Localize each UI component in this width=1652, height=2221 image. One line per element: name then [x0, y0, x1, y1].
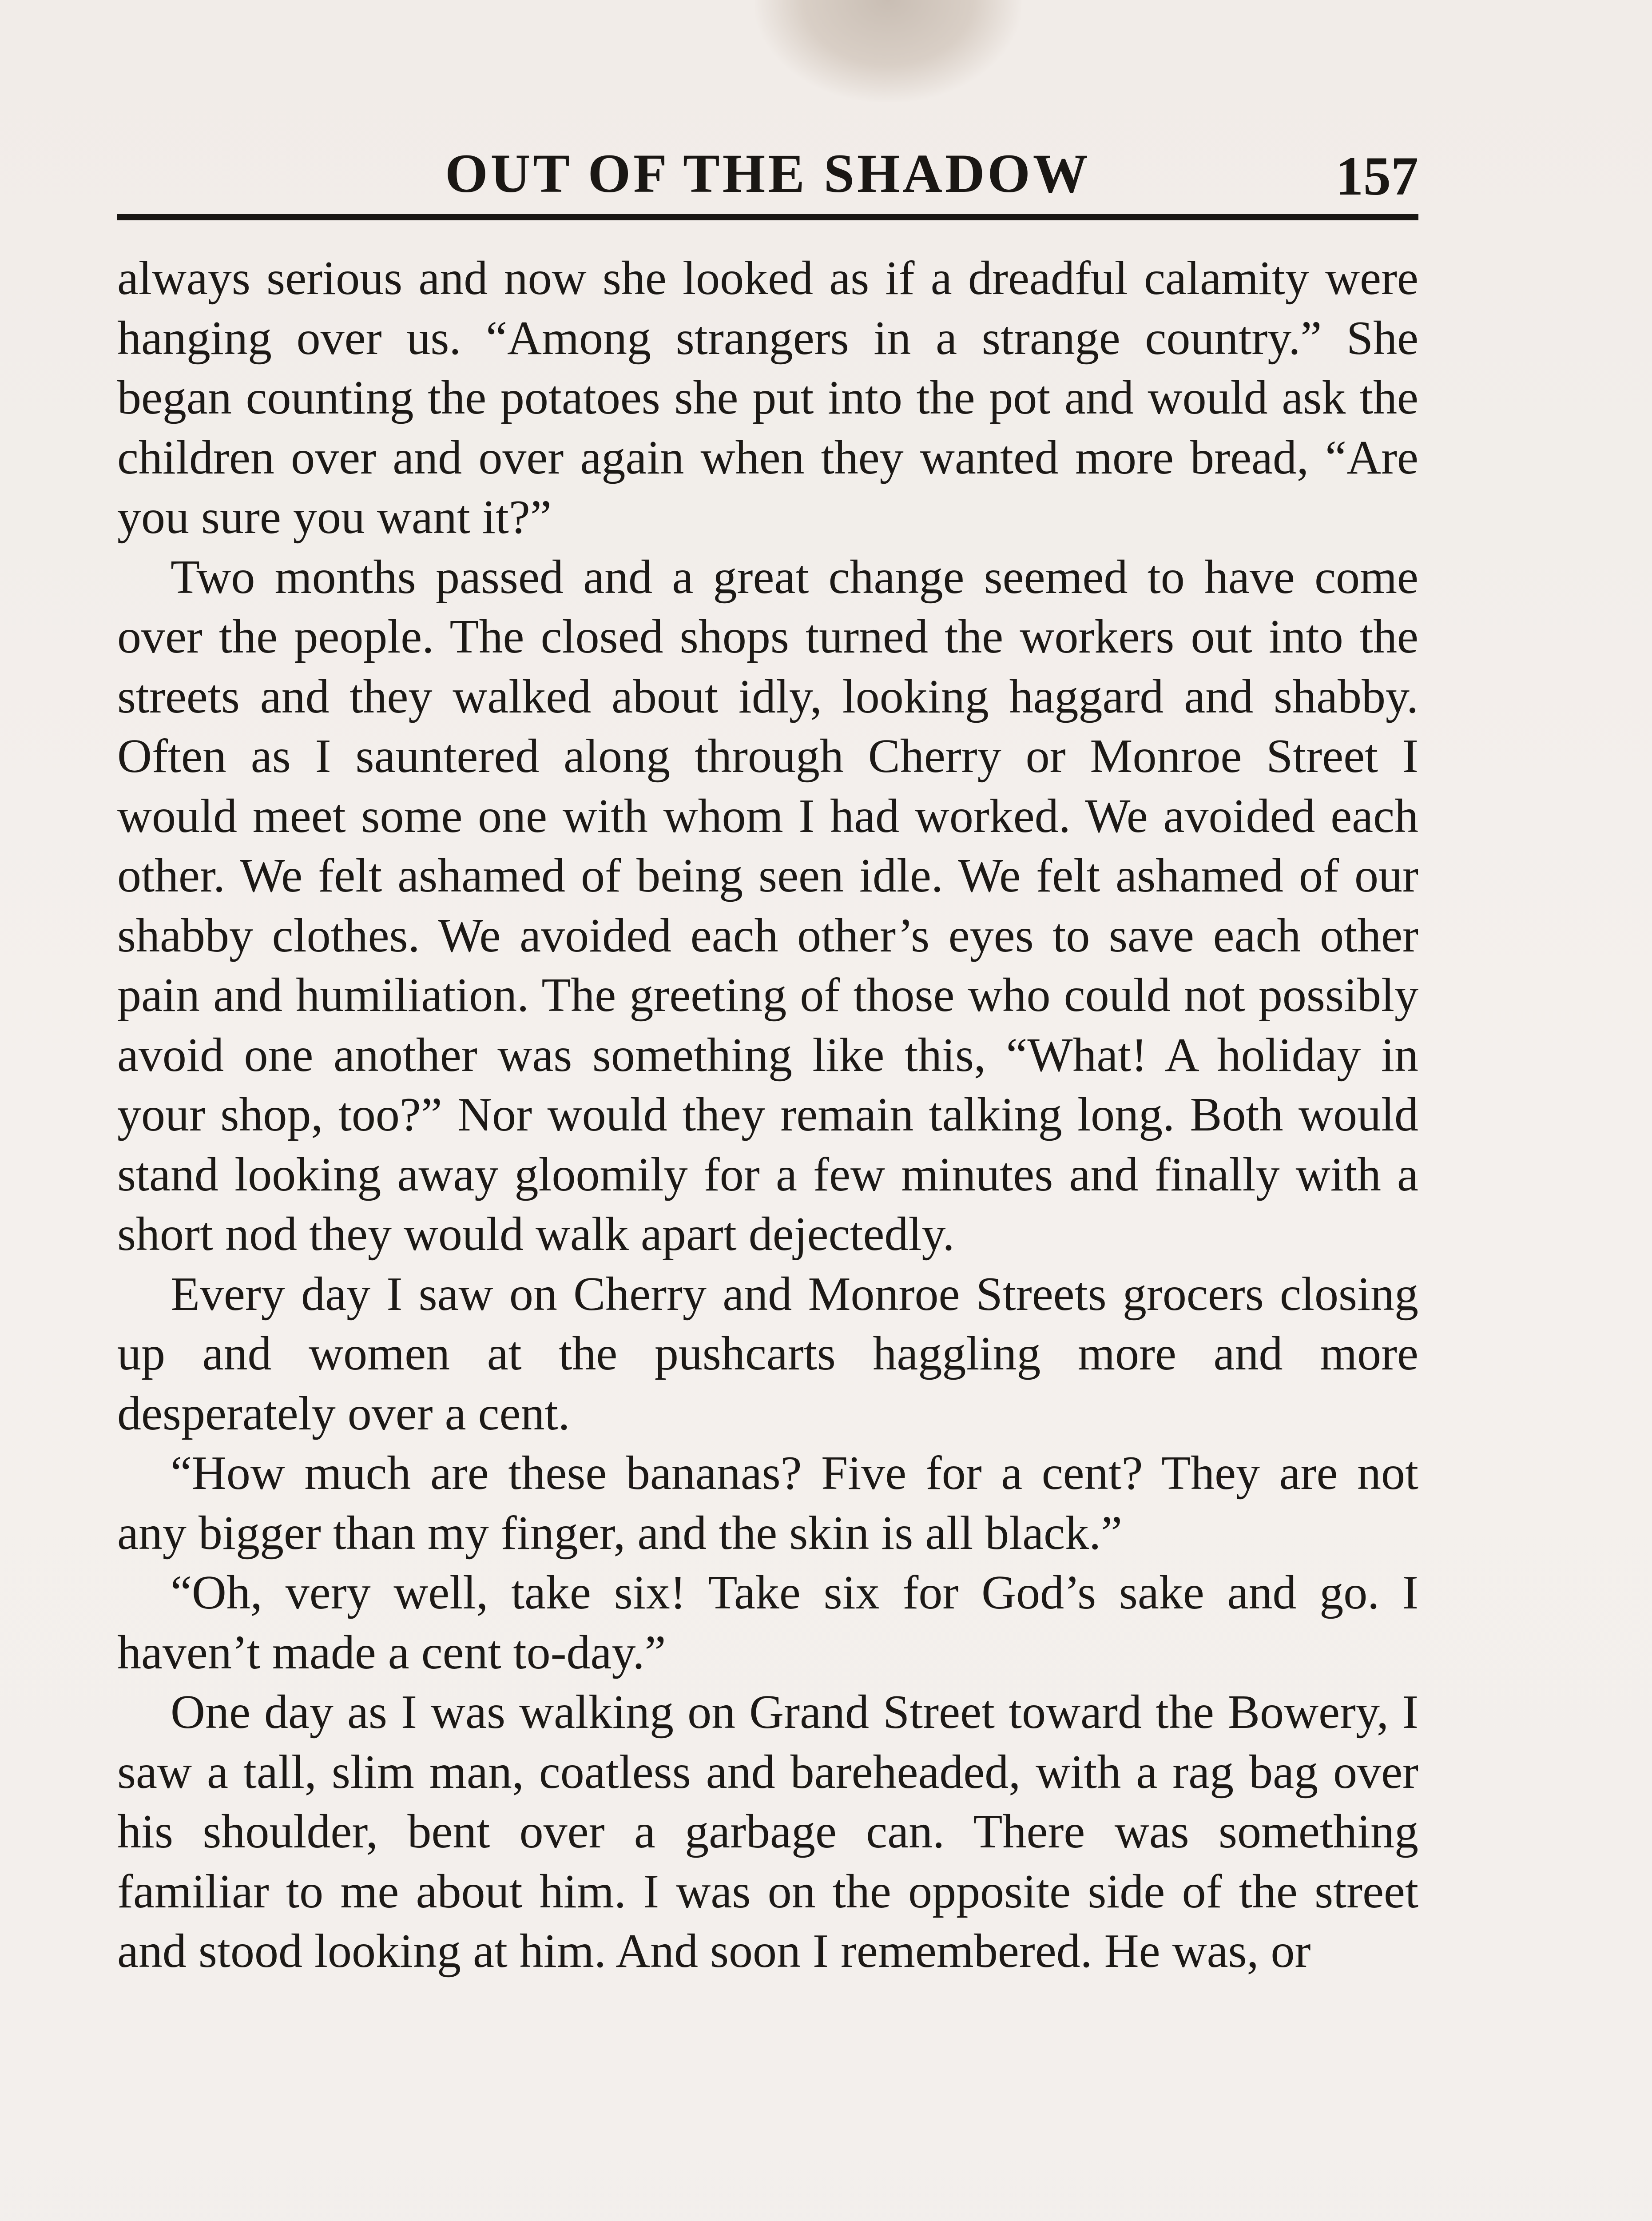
header-rule — [117, 214, 1418, 220]
page-number: 157 — [1336, 146, 1418, 207]
torn-paper-edge — [755, 0, 1021, 102]
paragraph: Every day I saw on Cherry and Monroe Streets grocers closing up and women at the pushcarts haggling more and more desperately over a cent. — [117, 1267, 1418, 1440]
body-text — [117, 249, 1418, 1982]
running-header — [117, 133, 1418, 222]
paragraph: “How much are these bananas? Five for a cent? They are not any bigger than my finger, and the skin is all black.” — [117, 1447, 1418, 1560]
paragraph: always serious and now she looked as if a dreadful calamity were hanging over us. “Among strangers in a strange country.” She began counting the potatoes she put into the pot and would ask the children over and over again when they wanted more bread, “Are you sure you want it?” — [117, 252, 1418, 544]
paragraph: Two months passed and a great change seemed to have come over the people. The closed shops turned the workers out into the streets and they walked about idly, looking haggard and shabby. Often as I sauntered along through Cherry or Monroe Street I would meet some one with whom I had worked. We avoided each other. We felt ashamed of being seen idle. We felt ashamed of our shabby clothes. We avoided each other’s eyes to save each other pain and humiliation. The greeting of those who could not possibly avoid one another was something like this, “What! A holiday in your shop, too?” Nor would they remain talking long. Both would stand looking away gloomily for a few minutes and finally with a short nod they would walk apart dejectedly. — [117, 550, 1418, 1261]
paragraph: One day as I was walking on Grand Street toward the Bowery, I saw a tall, slim man, coatless and bareheaded, with a rag bag over his shoulder, bent over a garbage can. There was something familiar to me about him. I was on the opposite side of the street and stood looking at him. And soon I remembered. He was, or — [117, 1686, 1418, 1978]
paragraph: “Oh, very well, take six! Take six for God’s sake and go. I haven’t made a cent to-day.” — [117, 1566, 1418, 1679]
running-title: OUT OF THE SHADOW — [445, 143, 1091, 204]
